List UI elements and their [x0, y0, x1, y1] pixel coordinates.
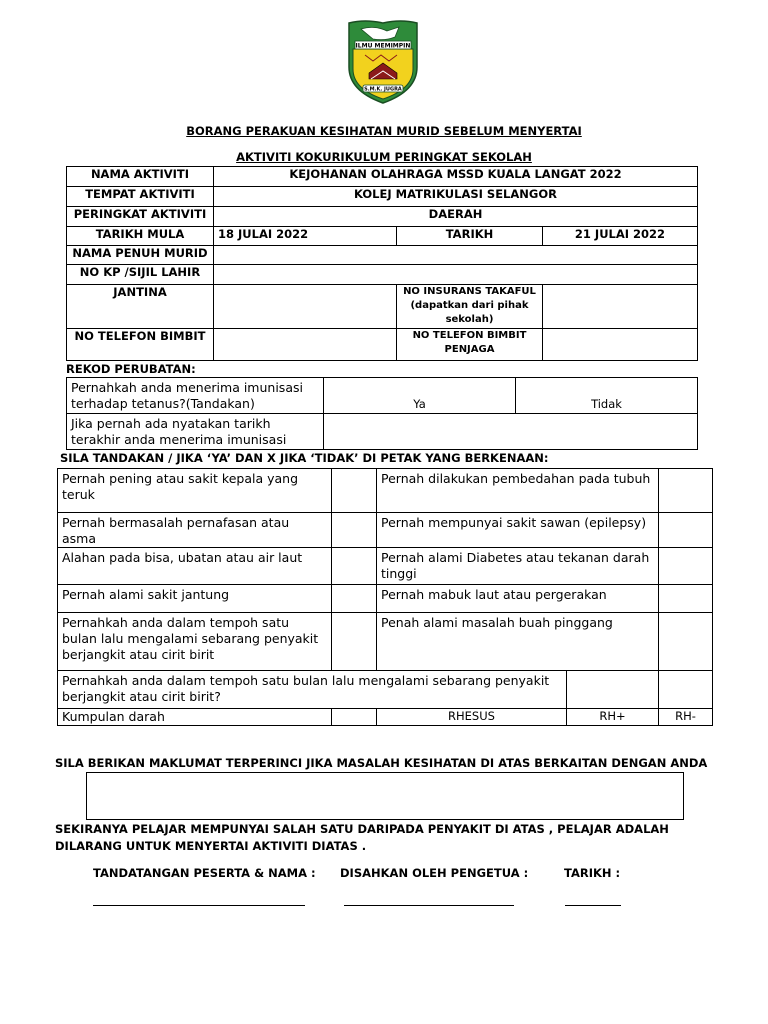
- tempat-aktiviti-label: TEMPAT AKTIVITI: [67, 187, 214, 207]
- kumpulan-darah-field[interactable]: [332, 709, 377, 726]
- checkbox-right-5[interactable]: [659, 613, 713, 671]
- pengetua-signature-label: DISAHKAN OLEH PENGETUA :: [340, 866, 529, 880]
- insurans-field[interactable]: [543, 285, 698, 329]
- crest-school-text: S.M.K. JUGRA: [364, 86, 402, 93]
- rekod-perubatan-heading: REKOD PERUBATAN:: [66, 362, 196, 376]
- notice-line-2: DILARANG UNTUK MENYERTAI AKTIVITI DIATAS .: [55, 839, 367, 853]
- checkbox-left-4[interactable]: [332, 585, 377, 613]
- checklist-right-4: Pernah mabuk laut atau pergerakan: [377, 585, 659, 613]
- kumpulan-darah-label: Kumpulan darah: [58, 709, 332, 726]
- tarikh-mula-label: TARIKH MULA: [67, 227, 214, 246]
- infection-tidak-box[interactable]: [659, 671, 713, 709]
- checkbox-right-2[interactable]: [659, 513, 713, 548]
- tarikh-value: 21 JULAI 2022: [543, 227, 698, 246]
- infection-ya-box[interactable]: [567, 671, 659, 709]
- telefon-label: NO TELEFON BIMBIT: [67, 329, 214, 361]
- checkbox-right-1[interactable]: [659, 469, 713, 513]
- checkbox-left-5[interactable]: [332, 613, 377, 671]
- health-checklist-table: [57, 468, 713, 726]
- checklist-left-2: Pernah bermasalah pernafasan atau asma: [58, 513, 332, 548]
- checklist-right-3: Pernah alami Diabetes atau tekanan darah tinggi: [377, 548, 659, 585]
- checklist-right-1: Pernah dilakukan pembedahan pada tubuh: [377, 469, 659, 513]
- nama-aktiviti-value: KEJOHANAN OLAHRAGA MSSD KUALA LANGAT 2022: [214, 167, 698, 187]
- checklist-left-3: Alahan pada bisa, ubatan atau air laut: [58, 548, 332, 585]
- no-kp-label: NO KP /SIJIL LAHIR: [67, 265, 214, 285]
- jantina-label: JANTINA: [67, 285, 214, 329]
- checklist-left-4: Pernah alami sakit jantung: [58, 585, 332, 613]
- infection-question: Pernahkah anda dalam tempoh satu bulan lalu mengalami sebarang penyakit berjangkit atau cirit birit?: [58, 671, 567, 709]
- checkbox-left-1[interactable]: [332, 469, 377, 513]
- insurans-label: NO INSURANS TAKAFUL (dapatkan dari pihak sekolah): [397, 285, 543, 329]
- peserta-signature-label: TANDATANGAN PESERTA & NAMA :: [93, 866, 316, 880]
- tetanus-question: Pernahkah anda menerima imunisasi terhadap tetanus?(Tandakan): [67, 378, 324, 414]
- nama-penuh-label: NAMA PENUH MURID: [67, 246, 214, 265]
- peserta-signature-line[interactable]: [93, 905, 305, 906]
- activity-info-table: [66, 166, 698, 361]
- form-title-line-2: AKTIVITI KOKURIKULUM PERINGKAT SEKOLAH: [236, 150, 532, 164]
- immunisation-table: [66, 377, 698, 450]
- maklumat-input-box[interactable]: [86, 772, 684, 820]
- checkbox-right-3[interactable]: [659, 548, 713, 585]
- rh-negative-option[interactable]: RH-: [659, 709, 713, 726]
- peringkat-aktiviti-label: PERINGKAT AKTIVITI: [67, 207, 214, 227]
- checklist-left-5: Pernahkah anda dalam tempoh satu bulan lalu mengalami sebarang penyakit berjangkit atau cirit birit: [58, 613, 332, 671]
- maklumat-heading: SILA BERIKAN MAKLUMAT TERPERINCI JIKA MASALAH KESIHATAN DI ATAS BERKAITAN DENGAN ANDA: [55, 756, 708, 770]
- checklist-right-5: Penah alami masalah buah pinggang: [377, 613, 659, 671]
- no-kp-field[interactable]: [214, 265, 698, 285]
- tarikh-mula-value: 18 JULAI 2022: [214, 227, 397, 246]
- tempat-aktiviti-value: KOLEJ MATRIKULASI SELANGOR: [214, 187, 698, 207]
- form-title-line-1: BORANG PERAKUAN KESIHATAN MURID SEBELUM MENYERTAI: [186, 124, 582, 138]
- tidak-option[interactable]: Tidak: [516, 378, 698, 414]
- telefon-field[interactable]: [214, 329, 397, 361]
- nama-aktiviti-label: NAMA AKTIVITI: [67, 167, 214, 187]
- notice-line-1: SEKIRANYA PELAJAR MEMPUNYAI SALAH SATU DARIPADA PENYAKIT DI ATAS , PELAJAR ADALAH: [55, 822, 669, 836]
- peringkat-aktiviti-value: DAERAH: [214, 207, 698, 227]
- immunisation-date-field[interactable]: [324, 414, 698, 450]
- checklist-left-1: Pernah pening atau sakit kepala yang teruk: [58, 469, 332, 513]
- checklist-right-2: Pernah mempunyai sakit sawan (epilepsy): [377, 513, 659, 548]
- rhesus-label: RHESUS: [377, 709, 567, 726]
- tarikh-signature-label: TARIKH :: [564, 866, 621, 880]
- crest-banner-text: ILMU MEMIMPIN: [355, 42, 411, 50]
- telefon-penjaga-field[interactable]: [543, 329, 698, 361]
- checkbox-right-4[interactable]: [659, 585, 713, 613]
- pengetua-signature-line[interactable]: [344, 905, 514, 906]
- telefon-penjaga-label: NO TELEFON BIMBIT PENJAGA: [397, 329, 543, 361]
- checklist-heading: SILA TANDAKAN / JIKA ‘YA’ DAN X JIKA ‘TIDAK’ DI PETAK YANG BERKENAAN:: [60, 451, 549, 465]
- school-crest-logo: [345, 19, 421, 105]
- immunisation-date-question: Jika pernah ada nyatakan tarikh terakhir anda menerima imunisasi: [67, 414, 324, 450]
- ya-option[interactable]: Ya: [324, 378, 516, 414]
- rh-positive-option[interactable]: RH+: [567, 709, 659, 726]
- checkbox-left-2[interactable]: [332, 513, 377, 548]
- jantina-field[interactable]: [214, 285, 397, 329]
- checkbox-left-3[interactable]: [332, 548, 377, 585]
- tarikh-signature-line[interactable]: [565, 905, 621, 906]
- nama-penuh-field[interactable]: [214, 246, 698, 265]
- tarikh-label: TARIKH: [397, 227, 543, 246]
